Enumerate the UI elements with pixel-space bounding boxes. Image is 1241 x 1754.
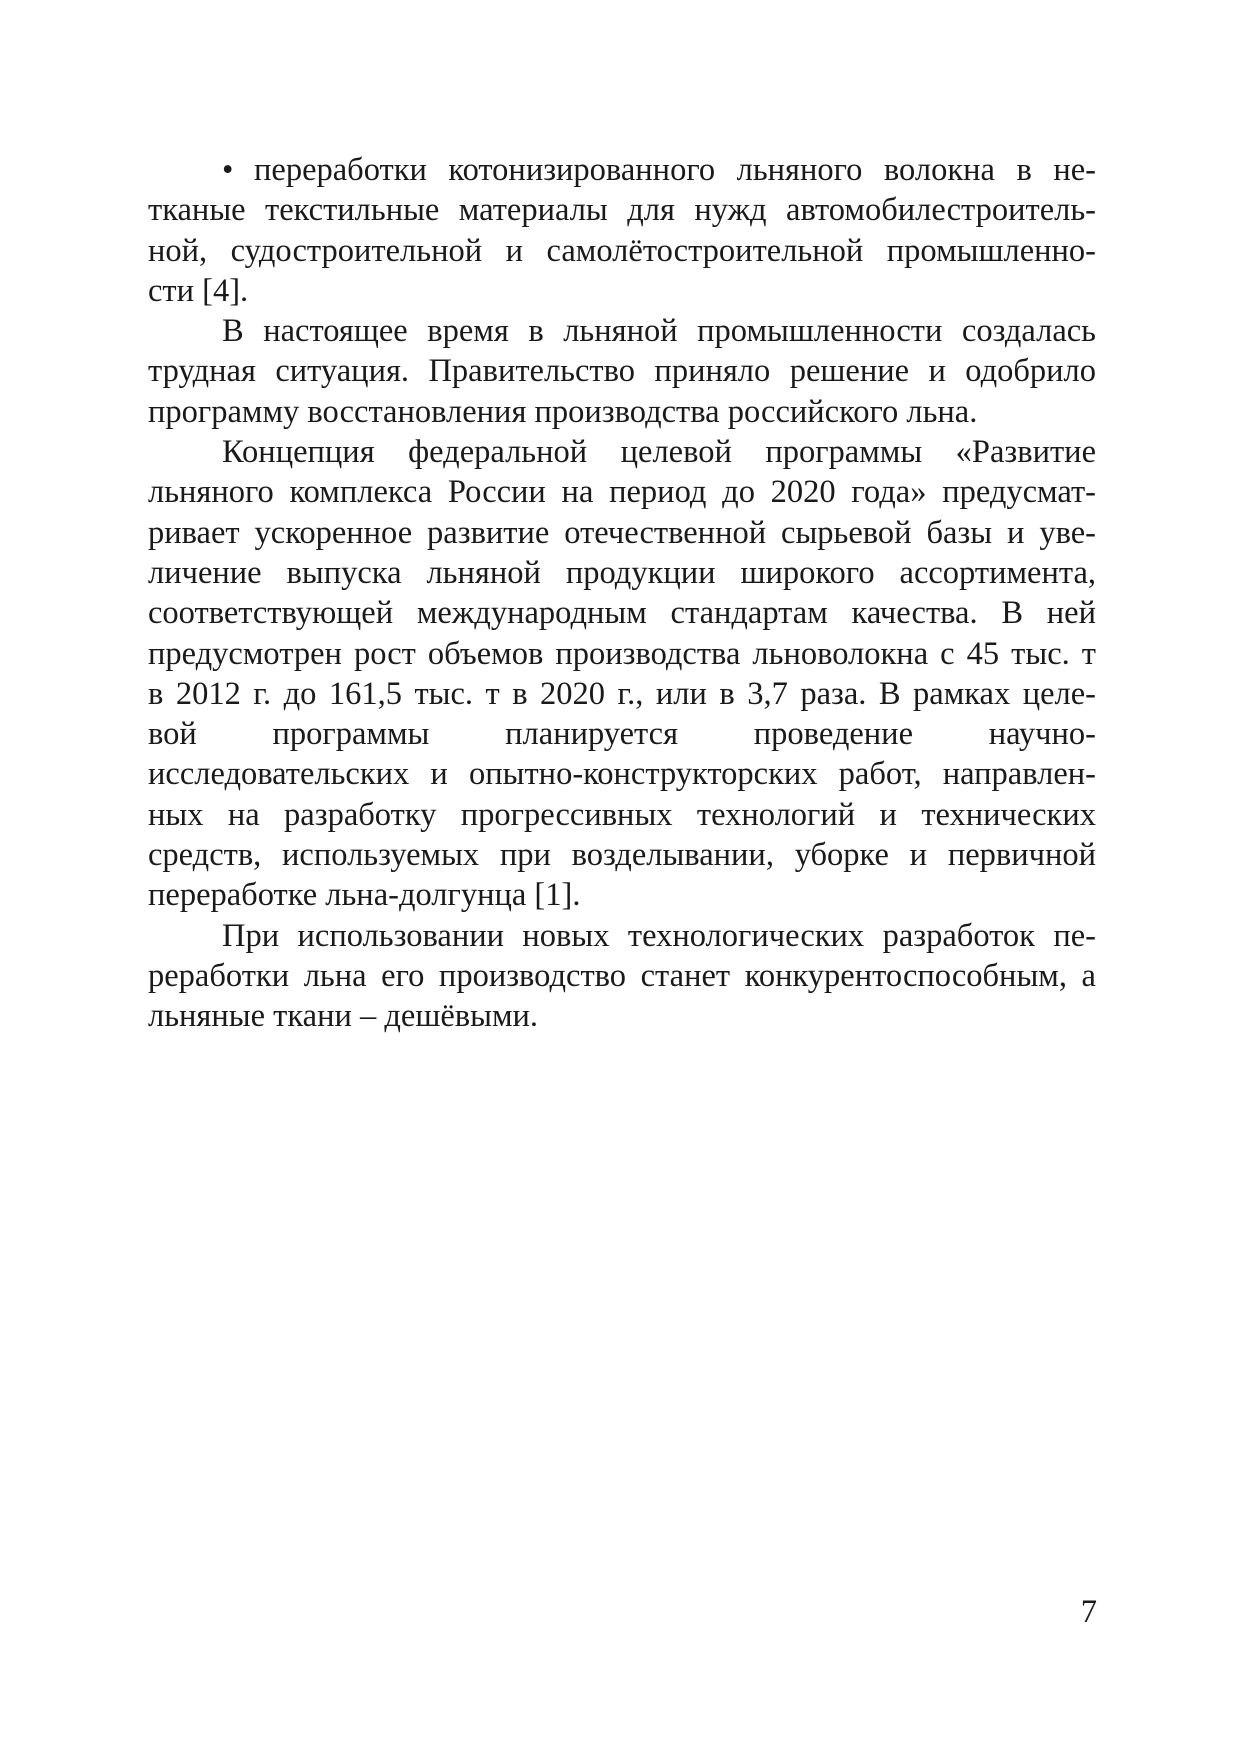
bullet-list-item	[148, 150, 1096, 311]
text-line: реработки льна его производство станет конкурентоспособным, а	[148, 957, 1096, 994]
text-line: вой программы планируется проведение научно-	[148, 716, 1096, 753]
text-line: Концепция федеральной целевой программы «Развитие	[222, 434, 1096, 471]
text-line: соответствующей международным стандартам качества. В ней	[148, 595, 1096, 632]
text-line: исследовательских и опытно-конструкторских работ, направлен-	[148, 756, 1096, 793]
text-line: При использовании новых технологических разработок пе-	[222, 917, 1096, 954]
paragraph	[148, 432, 1096, 916]
text-line: тканые текстильные материалы для нужд автомобилестроитель-	[148, 192, 1096, 229]
text-line: В настоящее время в льняной промышленности создалась	[222, 313, 1096, 350]
text-line: сти [4].	[148, 272, 249, 309]
body-text	[148, 150, 1096, 1037]
text-line	[148, 150, 1096, 190]
page-number: 7	[1080, 1594, 1097, 1630]
text-line: предусмотрен рост объемов производства льноволокна с 45 тыс. т	[148, 635, 1096, 672]
bullet-marker: •	[222, 152, 234, 188]
paragraph	[148, 916, 1096, 1037]
text-line: трудная ситуация. Правительство приняло решение и одобрило	[148, 353, 1096, 390]
text-line: средств, используемых при возделывании, уборке и первичной	[148, 837, 1096, 874]
text-line-content: переработки котонизированного льняного волокна в не-	[254, 152, 1096, 188]
text-line: льняные ткани – дешёвыми.	[148, 998, 539, 1035]
text-line: переработке льна-долгунца [1].	[148, 877, 581, 914]
text-line: ной, судостроительной и самолётостроительной промышленно-	[148, 232, 1096, 269]
text-line: ривает ускоренное развитие отечественной сырьевой базы и уве-	[148, 514, 1096, 551]
text-line: в 2012 г. до 161,5 тыс. т в 2020 г., или в 3,7 раза. В рамках целе-	[148, 675, 1096, 712]
text-line: личение выпуска льняной продукции широкого ассортимента,	[148, 554, 1096, 591]
text-line: льняного комплекса России на период до 2020 года» предусмат-	[148, 474, 1096, 511]
text-line: ных на разработку прогрессивных технологий и технических	[148, 796, 1096, 833]
paragraph	[148, 311, 1096, 432]
text-line: программу восстановления производства российского льна.	[148, 393, 978, 430]
